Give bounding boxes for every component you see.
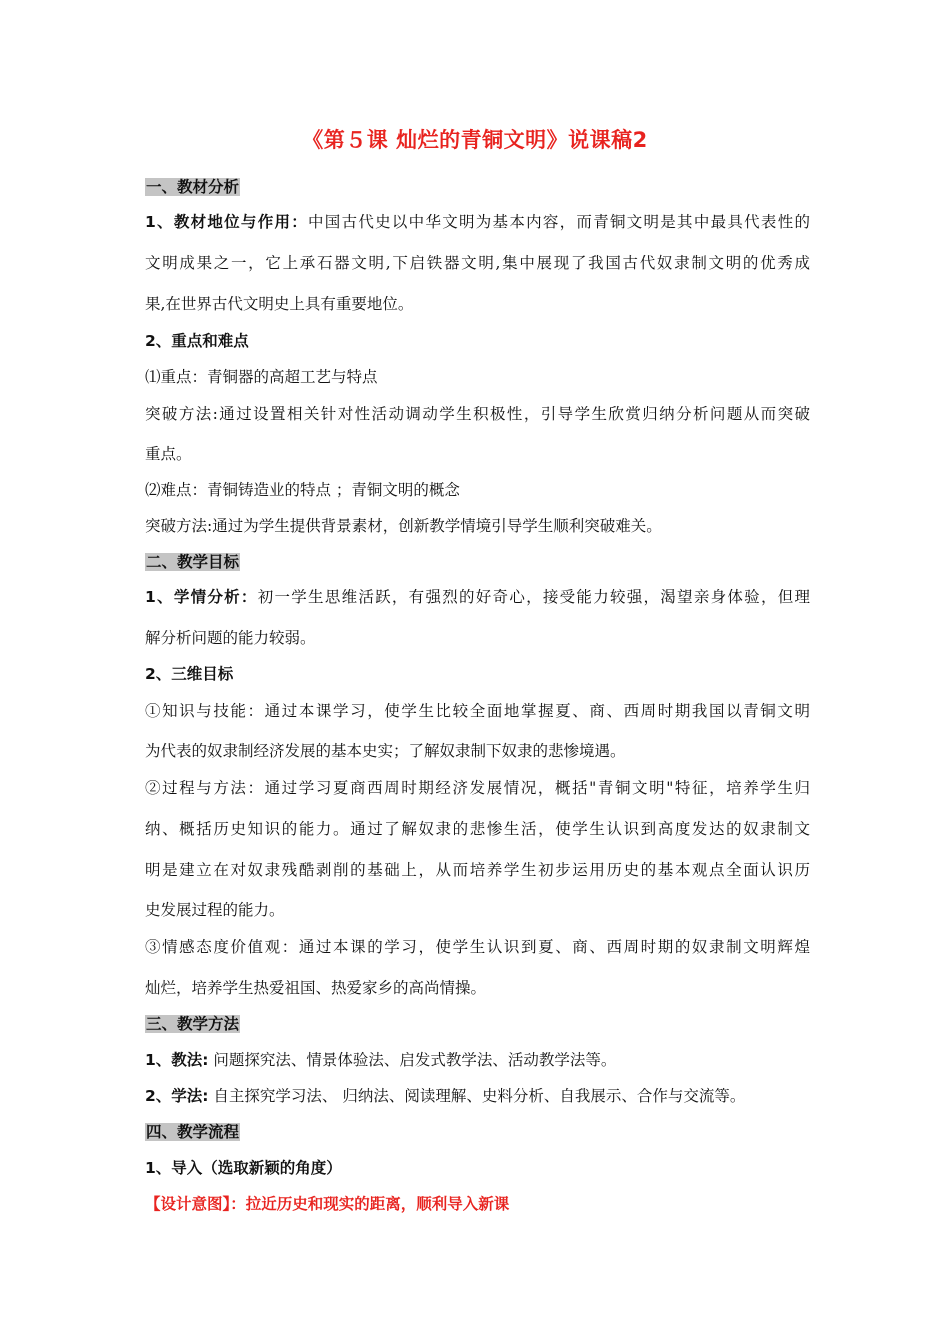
paragraph-line: ②过程与方法：通过学习夏商西周时期经济发展情况，概括"青铜文明"特征，培养学生归 [145,779,810,797]
paragraph-line: 明是建立在对奴隶残酷剥削的基础上，从而培养学生初步运用历史的基本观点全面认识历 [145,861,810,879]
paragraph-line: 突破方法:通过为学生提供背景素材，创新教学情境引导学生顺利突破难关。 [145,517,662,535]
paragraph-line: ①知识与技能：通过本课学习，使学生比较全面地掌握夏、商、西周时期我国以青铜文明 [145,702,810,720]
subheading: 1、导入（选取新颖的角度） [145,1159,342,1177]
paragraph-line [145,1086,810,1106]
paragraph-line: 重点。 [145,445,192,463]
section-heading-1 [145,177,810,197]
paragraph-line: ③情感态度价值观：通过本课的学习，使学生认识到夏、商、西周时期的奴隶制文明辉煌 [145,938,810,956]
paragraph-line: 灿烂，培养学生热爱祖国、热爱家乡的高尚情操。 [145,979,487,997]
text-run: 问题探究法、情景体验法、启发式教学法、活动教学法等。 [213,1051,617,1069]
text-run: 中国古代史以中华文明为基本内容，而青铜文明是其中最具代表性的 [308,213,810,231]
text-run: 初一学生思维活跃，有强烈的好奇心，接受能力较强，渴望亲身体验，但理 [257,588,810,606]
subheading: 2、三维目标 [145,665,234,683]
design-intent-note: 【设计意图】：拉近历史和现实的距离，顺利导入新课 [145,1195,510,1213]
paragraph-line: 突破方法:通过设置相关针对性活动调动学生积极性，引导学生欣赏归纳分析问题从而突破 [145,405,810,423]
paragraph-line [145,212,810,232]
text-run: 自主探究学习法、 归纳法、阅读理解、史料分析、自我展示、合作与交流等。 [213,1087,746,1105]
section-heading-3 [145,1014,810,1034]
item-label: 1、教材地位与作用： [145,213,309,231]
paragraph-line: 纳、概括历史知识的能力。通过了解奴隶的悲惨生活，使学生认识到高度发达的奴隶制文 [145,820,810,838]
item-label: 1、学情分析： [145,588,258,606]
section-heading-2 [145,552,810,572]
section-heading-text: 一、教材分析 [146,178,240,196]
document-title: 《第５课 灿烂的青铜文明》说课稿2 [302,128,648,152]
paragraph-line: ⑵难点：青铜铸造业的特点 ；青铜文明的概念 [145,481,460,499]
paragraph-line: 为代表的奴隶制经济发展的基本史实；了解奴隶制下奴隶的悲惨境遇。 [145,742,626,760]
section-heading-text: 三、教学方法 [146,1015,240,1033]
paragraph-line: 文明成果之一，它上承石器文明,下启铁器文明,集中展现了我国古代奴隶制文明的优秀成 [145,254,810,272]
paragraph-line: 解分析问题的能力较弱。 [145,629,316,647]
paragraph-line [145,587,810,607]
paragraph-line: 果,在世界古代文明史上具有重要地位。 [145,295,414,313]
item-label: 1、教法: [145,1051,209,1069]
subheading: 2、重点和难点 [145,332,249,350]
paragraph-line [145,1050,810,1070]
section-heading-4 [145,1122,810,1142]
item-label: 2、学法: [145,1087,209,1105]
paragraph-line: ⑴重点：青铜器的高超工艺与特点 [145,368,378,386]
section-heading-text: 二、教学目标 [146,553,240,571]
paragraph-line: 史发展过程的能力。 [145,901,285,919]
section-heading-text: 四、教学流程 [146,1123,240,1141]
